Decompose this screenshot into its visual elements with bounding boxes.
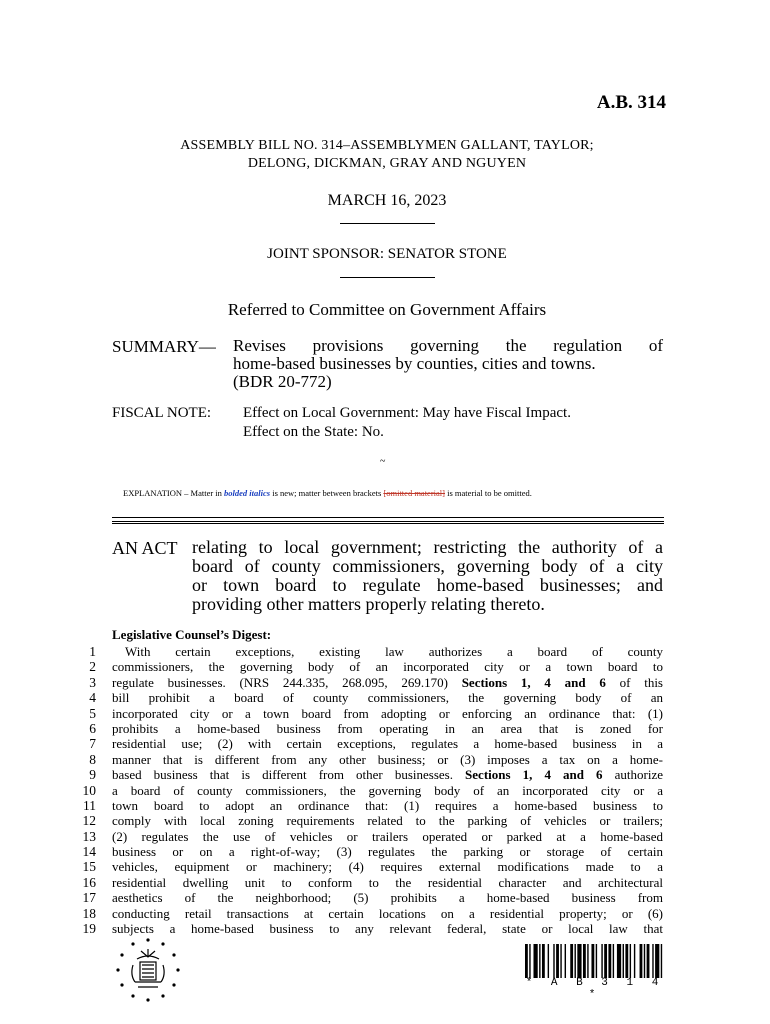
barcode-bar [556,944,559,978]
barcode-bar [596,944,597,978]
act-line: relating to local government; restricting the authority of a [192,537,663,557]
summary-label: SUMMARY— [112,337,216,356]
barcode-bar [587,944,588,978]
line-number: 4 [89,690,96,706]
barcode-bar [647,944,650,978]
summary-line: Revises provisions governing the regulation of [233,336,663,355]
summary-line: home-based businesses by counties, cities and towns. [233,354,596,373]
summary-text [233,337,663,391]
act-line: providing other matters properly relating thereto. [192,594,545,614]
line-number: 13 [82,828,96,844]
barcode-bar [542,944,545,978]
barcode-bar [652,944,653,978]
digest-line-segment: authorize [602,767,663,783]
line-number: 19 [82,921,96,937]
digest-line: manner that is different from any other business; or (3) imposes a tax on a home- [112,751,663,767]
digest-line: town board to adopt an ordinance that: (1) requires a home-based business to [112,797,663,813]
barcode-bar [661,944,662,978]
digest-line: prohibits a home-based business from operating in an area that is zoned for [112,720,663,736]
barcode-bar [655,944,659,978]
committee-referral: Referred to Committee on Government Affairs [227,300,547,319]
line-number: 16 [82,874,96,890]
digest-line-segment: based business that is different from other businesses. [112,767,466,783]
digest-line: With certain exceptions, existing law authorizes a board of county [125,644,663,659]
digest-line: aesthetics of the neighborhood; (5) prohibits a home-based business from [112,890,663,906]
barcode-bar [640,944,643,978]
digest-line: subjects a home-based business to any relevant federal, state or local law that [112,921,663,937]
digest-line: business or on a right-of-way; (3) regulates the parking or storage of certain [112,844,663,860]
barcode-bar [525,944,528,978]
digest-line: commissioners, the governing body of an incorporated city or a town board to [112,659,663,675]
act-label: AN ACT [112,538,178,558]
digest-line [112,675,663,690]
barcode-bar [591,944,594,978]
digest-line: vehicles, equipment or machinery; (4) requires external modifications made to a [112,859,663,875]
barcode-text: * A B 3 1 4 * [525,977,665,1001]
explanation-suffix: is material to be omitted. [445,488,532,498]
barcode-bar [529,944,530,978]
digest-line: comply with local zoning requirements related to the parking of vehicles or trailers; [112,813,663,829]
line-number: 15 [82,859,96,875]
divider-rule [340,277,435,278]
barcode-bar [548,944,549,978]
barcode-bar [565,944,566,978]
sponsors-line-2: DELONG, DICKMAN, GRAY AND NGUYEN [247,156,527,171]
line-number: 12 [82,813,96,829]
double-rule [112,517,664,522]
digest-line [112,767,663,782]
bill-number: A.B. 314 [596,92,666,113]
barcode-bar [630,944,631,978]
line-number: 10 [82,782,96,798]
digest-line: incorporated city or a town board from adopting or enforcing an ordinance that: (1) [112,705,663,721]
barcode-bar [634,944,635,978]
act-title [192,538,663,614]
line-numbers [60,644,96,936]
sponsors-line-1: ASSEMBLY BILL NO. 314–ASSEMBLYMEN GALLANT, TAYLOR; [180,138,594,153]
line-number: 6 [89,720,96,736]
barcode-bar [608,944,611,978]
barcode-bar [613,944,614,978]
explanation-prefix: EXPLANATION – Matter in [123,488,225,498]
line-number: 7 [89,736,96,752]
fiscal-note-label: FISCAL NOTE: [112,405,212,421]
barcode-bar [539,944,540,978]
line-number: 3 [89,674,96,690]
barcode-bar [570,944,573,978]
digest-line-segment: regulate businesses. (NRS 244.335, 268.095, 269.170) [112,674,462,690]
digest-line: (2) regulates the use of vehicles or trailers operated or parked at a home-based [112,828,663,844]
line-number: 11 [83,797,96,813]
barcode-bar [644,944,645,978]
barcode-bar [583,944,586,978]
digest-line: bill prohibit a board of county commissioners, the governing body of an [112,690,663,706]
summary-line: (BDR 20-772) [233,372,332,391]
explanation-middle: is new; matter between brackets [270,488,384,498]
barcode-bar [625,944,628,978]
act-line: or town board to regulate home-based businesses; and [192,575,663,595]
double-rule [112,523,664,525]
barcode-bar [577,944,581,978]
section-separator: ~ [380,456,386,467]
digest-line: residential dwelling unit to conform to the residential character and architectural [112,874,663,890]
line-number: 5 [89,705,96,721]
digest-body [112,644,663,936]
digest-line: residential use; (2) with certain exceptions, regulates a home-based business in a [112,736,663,752]
explanation-new-text: bolded italics [224,488,271,498]
joint-sponsor: JOINT SPONSOR: SENATOR STONE [267,246,507,262]
barcode-bar [574,944,575,978]
explanation-omitted-text: [omitted material] [383,488,445,498]
digest-line: a board of county commissioners, the governing body of an incorporated city or a [112,782,663,798]
explanation-note [123,488,532,498]
line-number: 8 [89,751,96,767]
digest-section-reference: Sections 1, 4 and 6 [461,674,606,690]
barcode-bar [604,944,607,978]
line-number: 9 [89,767,96,783]
barcode-bar [623,944,624,978]
barcode-bar [533,944,537,978]
introduction-date: MARCH 16, 2023 [327,192,447,209]
digest-line-segment: of this [605,674,663,690]
line-number: 2 [89,659,96,675]
line-number: 1 [89,644,96,659]
divider-rule [340,223,435,224]
barcode-bar [601,944,602,978]
barcode-bar [553,944,554,978]
barcode-bar [560,944,561,978]
digest-section-reference: Sections 1, 4 and 6 [465,767,603,783]
fiscal-note-state: Effect on the State: No. [243,424,384,440]
line-number: 18 [82,905,96,921]
barcode-bar [617,944,621,978]
line-number: 14 [82,844,96,860]
barcode-image [525,944,665,978]
fiscal-note-local: Effect on Local Government: May have Fiscal Impact. [243,405,571,421]
digest-heading: Legislative Counsel’s Digest: [112,627,272,642]
act-line: board of county commissioners, governing body of a city [192,556,663,576]
nevada-seal-icon [113,935,183,1005]
digest-line: conducting retail transactions at certain locations on a residential property; or (6) [112,905,663,921]
line-number: 17 [82,890,96,906]
